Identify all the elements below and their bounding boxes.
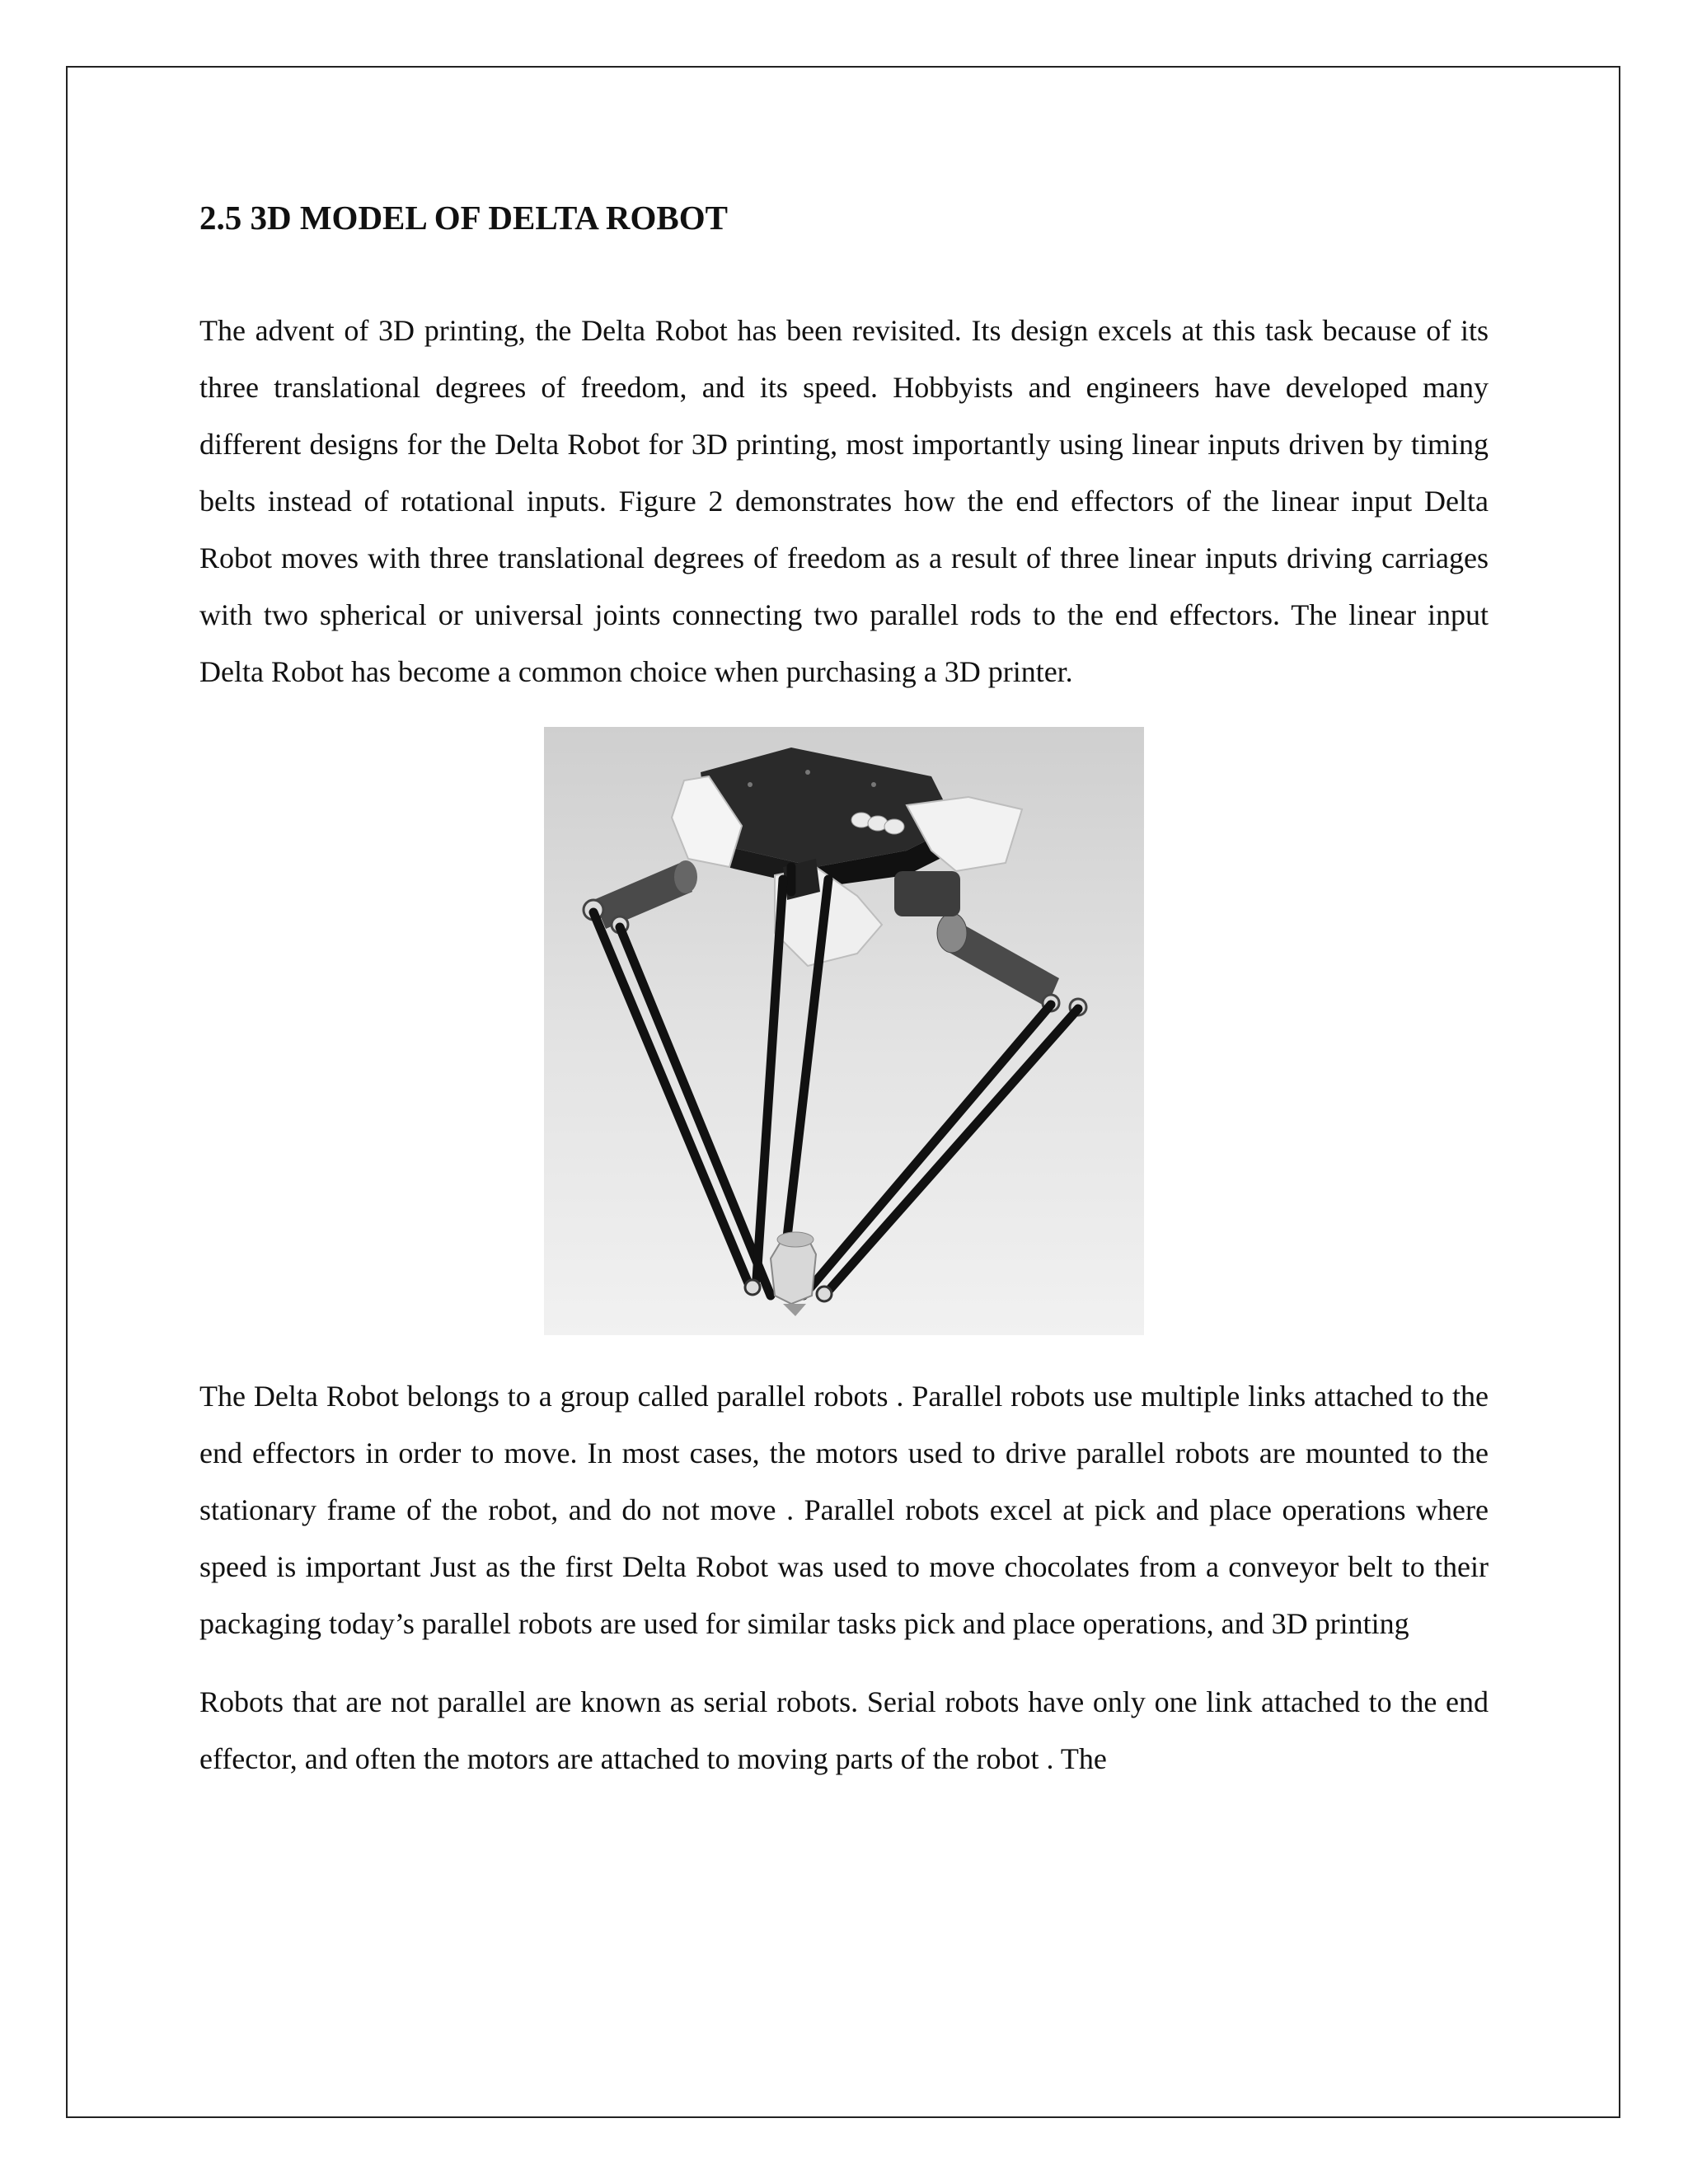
delta-robot-illustration	[544, 727, 1144, 1335]
delta-robot-figure	[544, 727, 1144, 1335]
section-heading: 2.5 3D MODEL OF DELTA ROBOT	[199, 199, 728, 237]
document-body	[199, 198, 1489, 1788]
paragraph-serial-robots: Robots that are not parallel are known as serial robots. Serial robots have only one link attached to the end effector, and often the motors are attached to moving parts of the robot . The	[199, 1685, 1489, 1776]
paragraph-intro: The advent of 3D printing, the Delta Robot has been revisited. Its design excels at this task because of its three translational degrees of freedom, and its speed. Hobbyists and engineers have developed many different designs for the Delta Robot for 3D printing, most importantly using linear inputs driven by timing belts instead of rotational inputs. Figure 2 demonstrates how the end effectors of the linear input Delta Robot moves with three translational degrees of freedom as a result of three linear inputs driving carriages with two spherical or universal joints connecting two parallel rods to the end effectors. The linear input Delta Robot has become a common choice when purchasing a 3D printer.	[199, 314, 1489, 689]
paragraph-parallel-robots: The Delta Robot belongs to a group called parallel robots . Parallel robots use multiple links attached to the end effectors in order to move. In most cases, the motors used to drive parallel robots are mounted to the stationary frame of the robot, and do not move . Parallel robots excel at pick and place operations where speed is important Just as the first Delta Robot was used to move chocolates from a conveyor belt to their packaging today’s parallel robots are used for similar tasks pick and place operations, and 3D printing	[199, 1380, 1489, 1641]
